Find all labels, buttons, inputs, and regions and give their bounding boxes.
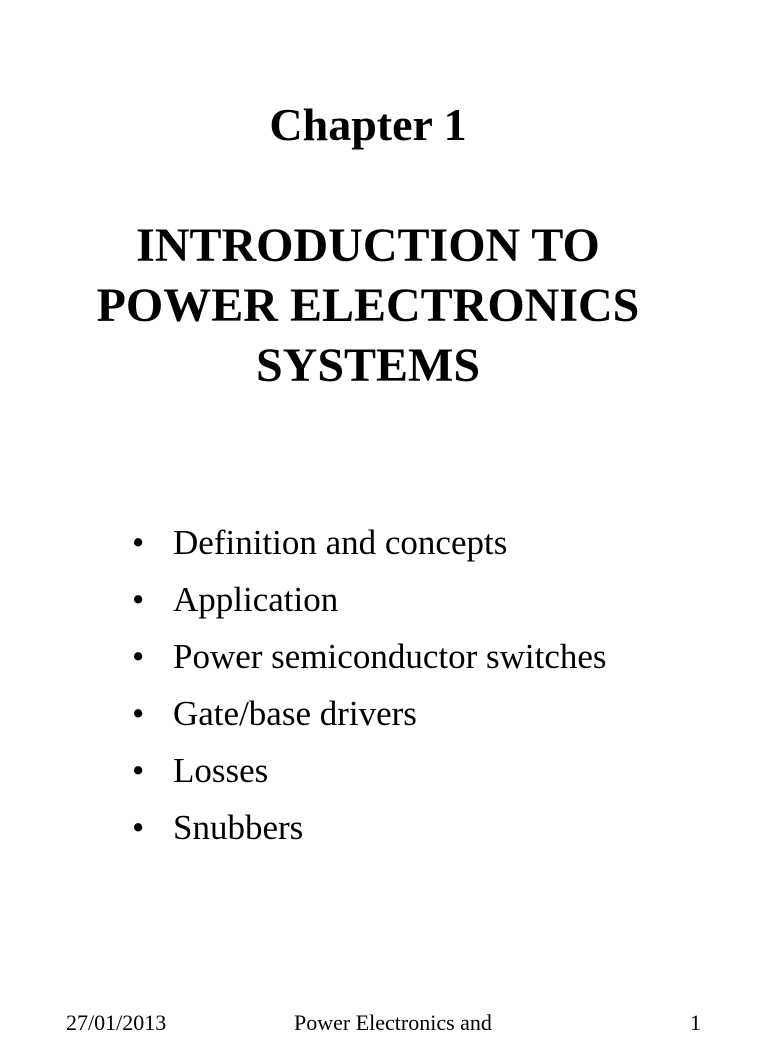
chapter-label: Chapter 1 <box>269 99 467 150</box>
slide-title <box>40 216 696 396</box>
topic-text: Definition and concepts <box>173 523 508 562</box>
footer-page-number: 1 <box>690 1010 701 1035</box>
topic-list <box>132 520 652 862</box>
topic-item <box>132 805 652 851</box>
bullet-icon: • <box>132 580 145 619</box>
slide-title-line: POWER ELECTRONICS <box>96 279 640 332</box>
bullet-icon: • <box>132 808 145 847</box>
bullet-icon: • <box>132 523 145 562</box>
slide-footer <box>0 1008 768 1038</box>
topic-text: Snubbers <box>173 808 304 847</box>
topic-item <box>132 691 652 737</box>
topic-text: Application <box>173 580 339 619</box>
bullet-icon: • <box>132 751 145 790</box>
topic-item <box>132 748 652 794</box>
topic-text: Gate/base drivers <box>173 694 417 733</box>
topic-text: Losses <box>173 751 269 790</box>
footer-course-title: Power Electronics and <box>294 1010 492 1035</box>
topic-item <box>132 577 652 623</box>
bullet-icon: • <box>132 694 145 733</box>
footer-date: 27/01/2013 <box>66 1010 167 1035</box>
topic-text: Power semiconductor switches <box>173 637 607 676</box>
bullet-icon: • <box>132 637 145 676</box>
topic-item <box>132 634 652 680</box>
slide-title-line: INTRODUCTION TO <box>136 219 600 272</box>
topic-item <box>132 520 652 566</box>
slide-title-line: SYSTEMS <box>255 339 481 392</box>
